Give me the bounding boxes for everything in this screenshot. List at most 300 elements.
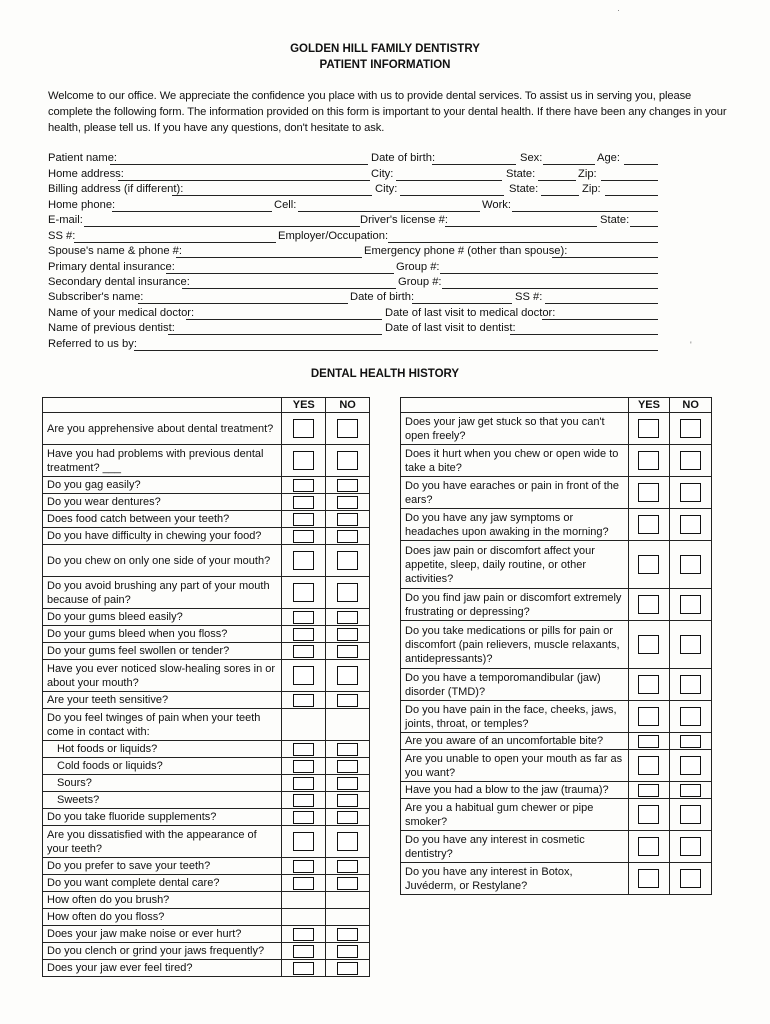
yes-cell bbox=[282, 758, 326, 775]
ssn-label: SS #: bbox=[48, 230, 76, 242]
no-checkbox[interactable] bbox=[680, 707, 701, 726]
question-row bbox=[43, 892, 370, 909]
question-row bbox=[43, 943, 370, 960]
no-cell bbox=[326, 692, 370, 709]
question-row bbox=[43, 643, 370, 660]
yes-cell bbox=[628, 701, 670, 733]
yes-checkbox[interactable] bbox=[638, 869, 659, 888]
no-checkbox[interactable] bbox=[337, 877, 358, 890]
no-checkbox[interactable] bbox=[680, 675, 701, 694]
no-cell bbox=[670, 669, 712, 701]
no-checkbox[interactable] bbox=[680, 555, 701, 574]
subscriber-field[interactable] bbox=[138, 303, 348, 304]
yes-cell bbox=[628, 509, 670, 541]
yes-cell bbox=[282, 926, 326, 943]
question-row bbox=[43, 413, 370, 445]
question-row bbox=[43, 809, 370, 826]
sex-field[interactable] bbox=[543, 164, 595, 165]
yes-checkbox[interactable] bbox=[293, 694, 314, 707]
yes-cell bbox=[628, 782, 670, 799]
home-phone-field[interactable] bbox=[112, 211, 272, 212]
yes-checkbox[interactable] bbox=[293, 530, 314, 543]
last-dentist-label: Date of last visit to dentist: bbox=[385, 322, 516, 334]
question-row bbox=[401, 509, 712, 541]
no-checkbox[interactable] bbox=[337, 551, 358, 570]
no-checkbox[interactable] bbox=[337, 611, 358, 624]
yes-cell bbox=[628, 750, 670, 782]
email-field[interactable] bbox=[84, 226, 360, 227]
yes-checkbox[interactable] bbox=[293, 479, 314, 492]
dob-label: Date of birth: bbox=[371, 152, 436, 164]
secondary-insurance-field[interactable] bbox=[182, 288, 396, 289]
question-row bbox=[401, 589, 712, 621]
no-cell bbox=[326, 960, 370, 977]
question-row bbox=[43, 758, 370, 775]
right-question-header bbox=[401, 398, 629, 413]
yes-checkbox[interactable] bbox=[293, 496, 314, 509]
question-row bbox=[43, 775, 370, 792]
yes-cell bbox=[628, 863, 670, 895]
yes-checkbox[interactable] bbox=[293, 794, 314, 807]
question-row bbox=[43, 926, 370, 943]
question-row bbox=[401, 863, 712, 895]
yes-checkbox[interactable] bbox=[293, 877, 314, 890]
yes-checkbox[interactable] bbox=[638, 595, 659, 614]
yes-cell bbox=[628, 621, 670, 669]
home-phone-label: Home phone: bbox=[48, 199, 116, 211]
question-row bbox=[43, 511, 370, 528]
question-text: Are your teeth sensitive? bbox=[43, 692, 282, 709]
city-label: City: bbox=[371, 168, 394, 180]
age-label: Age: bbox=[597, 152, 621, 164]
yes-checkbox[interactable] bbox=[293, 583, 314, 602]
no-checkbox[interactable] bbox=[337, 962, 358, 975]
no-cell bbox=[670, 621, 712, 669]
no-checkbox[interactable] bbox=[337, 419, 358, 438]
row-subscriber bbox=[48, 291, 660, 307]
city-field[interactable] bbox=[396, 180, 502, 181]
no-cell bbox=[326, 609, 370, 626]
cell-field[interactable] bbox=[298, 211, 480, 212]
question-row bbox=[401, 541, 712, 589]
question-row bbox=[43, 858, 370, 875]
no-cell bbox=[670, 413, 712, 445]
no-cell bbox=[326, 943, 370, 960]
yes-checkbox[interactable] bbox=[293, 645, 314, 658]
no-checkbox[interactable] bbox=[680, 784, 701, 797]
no-cell bbox=[326, 660, 370, 692]
yes-checkbox[interactable] bbox=[293, 513, 314, 526]
question-text: Have you had a blow to the jaw (trauma)? bbox=[401, 782, 629, 799]
question-text: Are you aware of an uncomfortable bite? bbox=[401, 733, 629, 750]
no-checkbox[interactable] bbox=[337, 530, 358, 543]
no-cell bbox=[326, 477, 370, 494]
dl-state-field[interactable] bbox=[630, 226, 658, 227]
row-medical-doctor bbox=[48, 307, 660, 323]
spouse-label: Spouse's name & phone #: bbox=[48, 245, 182, 257]
yes-checkbox[interactable] bbox=[293, 860, 314, 873]
employer-field[interactable] bbox=[388, 242, 658, 243]
no-checkbox[interactable] bbox=[337, 777, 358, 790]
question-row bbox=[401, 621, 712, 669]
spouse-field[interactable] bbox=[176, 257, 362, 258]
ssn-field[interactable] bbox=[74, 242, 276, 243]
no-cell bbox=[670, 477, 712, 509]
yes-checkbox[interactable] bbox=[293, 551, 314, 570]
no-checkbox[interactable] bbox=[337, 645, 358, 658]
billing-zip-field[interactable] bbox=[605, 195, 658, 196]
yes-checkbox[interactable] bbox=[638, 735, 659, 748]
yes-checkbox[interactable] bbox=[293, 777, 314, 790]
yes-checkbox[interactable] bbox=[638, 675, 659, 694]
no-checkbox[interactable] bbox=[337, 628, 358, 641]
no-checkbox[interactable] bbox=[337, 513, 358, 526]
no-checkbox[interactable] bbox=[337, 928, 358, 941]
email-label: E-mail: bbox=[48, 214, 83, 226]
primary-insurance-label: Primary dental insurance: bbox=[48, 261, 175, 273]
billing-state-field[interactable] bbox=[541, 195, 579, 196]
no-checkbox[interactable] bbox=[680, 635, 701, 654]
row-previous-dentist bbox=[48, 322, 660, 338]
subscriber-ssn-label: SS #: bbox=[515, 291, 543, 303]
yes-cell bbox=[282, 413, 326, 445]
question-text: Have you ever noticed slow-healing sores in or about your mouth? bbox=[43, 660, 282, 692]
yes-checkbox[interactable] bbox=[293, 760, 314, 773]
yes-cell bbox=[282, 892, 326, 909]
subscriber-dob-label: Date of birth: bbox=[350, 291, 415, 303]
yes-checkbox[interactable] bbox=[638, 707, 659, 726]
yes-cell bbox=[628, 831, 670, 863]
row-phones bbox=[48, 199, 660, 215]
question-text: Do your gums bleed when you floss? bbox=[43, 626, 282, 643]
no-checkbox[interactable] bbox=[680, 515, 701, 534]
no-checkbox[interactable] bbox=[680, 595, 701, 614]
no-cell bbox=[326, 445, 370, 477]
left-yes-header: YES bbox=[282, 398, 326, 413]
question-row bbox=[43, 477, 370, 494]
no-checkbox[interactable] bbox=[337, 666, 358, 685]
no-checkbox[interactable] bbox=[680, 419, 701, 438]
no-checkbox[interactable] bbox=[680, 869, 701, 888]
referred-label: Referred to us by: bbox=[48, 338, 137, 350]
no-cell bbox=[326, 626, 370, 643]
no-checkbox[interactable] bbox=[337, 760, 358, 773]
question-row bbox=[401, 701, 712, 733]
zip-label: Zip: bbox=[578, 168, 597, 180]
yes-checkbox[interactable] bbox=[638, 555, 659, 574]
question-text: Does food catch between your teeth? bbox=[43, 511, 282, 528]
yes-cell bbox=[628, 413, 670, 445]
question-text: Do you clench or grind your jaws frequently? bbox=[43, 943, 282, 960]
question-text: Do you avoid brushing any part of your mouth because of pain? bbox=[43, 577, 282, 609]
yes-checkbox[interactable] bbox=[638, 805, 659, 824]
dl-state-label: State: bbox=[600, 214, 630, 226]
no-cell bbox=[326, 545, 370, 577]
no-cell bbox=[670, 509, 712, 541]
home-address-label: Home address: bbox=[48, 168, 124, 180]
subscriber-dob-field[interactable] bbox=[412, 303, 512, 304]
last-dentist-field[interactable] bbox=[510, 334, 658, 335]
no-checkbox[interactable] bbox=[680, 837, 701, 856]
emergency-field[interactable] bbox=[552, 257, 658, 258]
subscriber-ssn-field[interactable] bbox=[545, 303, 658, 304]
no-cell bbox=[326, 577, 370, 609]
yes-checkbox[interactable] bbox=[293, 928, 314, 941]
question-text: Does it hurt when you chew or open wide to take a bite? bbox=[401, 445, 629, 477]
question-text: Do you take fluoride supplements? bbox=[43, 809, 282, 826]
drivers-license-field[interactable] bbox=[445, 226, 597, 227]
no-checkbox[interactable] bbox=[680, 483, 701, 502]
question-text: Are you dissatisfied with the appearance of your teeth? bbox=[43, 826, 282, 858]
no-cell bbox=[326, 909, 370, 926]
question-row bbox=[401, 477, 712, 509]
yes-checkbox[interactable] bbox=[293, 832, 314, 851]
yes-checkbox[interactable] bbox=[293, 451, 314, 470]
question-text: Do you prefer to save your teeth? bbox=[43, 858, 282, 875]
intro-paragraph: Welcome to our office. We appreciate the confidence you place with us to provide dental services. To assist us in serving you, please complete the following form. The information provided on this form is important to your dental health. If there have been any changes in your health, please tell us. If you have any questions, don't hesitate to ask. bbox=[48, 90, 727, 134]
yes-checkbox[interactable] bbox=[293, 962, 314, 975]
yes-checkbox[interactable] bbox=[293, 419, 314, 438]
question-text: Are you unable to open your mouth as far as you want? bbox=[401, 750, 629, 782]
no-checkbox[interactable] bbox=[337, 832, 358, 851]
question-text: Do you chew on only one side of your mouth? bbox=[43, 545, 282, 577]
no-cell bbox=[326, 413, 370, 445]
question-text: Do you have any jaw symptoms or headaches upon awaking in the morning? bbox=[401, 509, 629, 541]
question-row bbox=[43, 792, 370, 809]
question-row bbox=[43, 960, 370, 977]
yes-cell bbox=[282, 445, 326, 477]
no-cell bbox=[670, 733, 712, 750]
question-text: Do you find jaw pain or discomfort extremely frustrating or depressing? bbox=[401, 589, 629, 621]
question-row bbox=[401, 413, 712, 445]
no-checkbox[interactable] bbox=[680, 735, 701, 748]
secondary-insurance-label: Secondary dental insurance: bbox=[48, 276, 190, 288]
question-text: Do you have any interest in cosmetic dentistry? bbox=[401, 831, 629, 863]
no-checkbox[interactable] bbox=[337, 945, 358, 958]
row-home-address bbox=[48, 168, 660, 184]
no-checkbox[interactable] bbox=[337, 743, 358, 756]
no-checkbox[interactable] bbox=[337, 479, 358, 492]
question-text: Do you want complete dental care? bbox=[43, 875, 282, 892]
question-text: Do you have pain in the face, cheeks, jaws, joints, throat, or temples? bbox=[401, 701, 629, 733]
question-text: Do your gums feel swollen or tender? bbox=[43, 643, 282, 660]
no-checkbox[interactable] bbox=[337, 860, 358, 873]
yes-checkbox[interactable] bbox=[638, 451, 659, 470]
no-cell bbox=[670, 799, 712, 831]
question-text: Does jaw pain or discomfort affect your appetite, sleep, daily routine, or other activities? bbox=[401, 541, 629, 589]
question-text: Are you apprehensive about dental treatment? bbox=[43, 413, 282, 445]
question-row bbox=[43, 709, 370, 741]
question-row bbox=[401, 831, 712, 863]
yes-cell bbox=[282, 943, 326, 960]
yes-checkbox[interactable] bbox=[293, 811, 314, 824]
yes-checkbox[interactable] bbox=[293, 611, 314, 624]
dob-field[interactable] bbox=[432, 164, 516, 165]
question-row bbox=[43, 528, 370, 545]
previous-dentist-field[interactable] bbox=[168, 334, 382, 335]
question-text: Do you have earaches or pain in front of the ears? bbox=[401, 477, 629, 509]
no-cell bbox=[326, 741, 370, 758]
question-row bbox=[43, 609, 370, 626]
no-cell bbox=[670, 701, 712, 733]
yes-checkbox[interactable] bbox=[638, 515, 659, 534]
no-checkbox[interactable] bbox=[337, 794, 358, 807]
no-cell bbox=[670, 831, 712, 863]
no-cell bbox=[326, 792, 370, 809]
yes-cell bbox=[282, 494, 326, 511]
yes-cell bbox=[282, 809, 326, 826]
previous-dentist-label: Name of previous dentist: bbox=[48, 322, 175, 334]
question-text: Sours? bbox=[43, 775, 282, 792]
question-text: Are you a habitual gum chewer or pipe smoker? bbox=[401, 799, 629, 831]
dental-history-title: DENTAL HEALTH HISTORY bbox=[310, 368, 460, 380]
question-text: Does your jaw ever feel tired? bbox=[43, 960, 282, 977]
yes-cell bbox=[282, 775, 326, 792]
question-text: How often do you floss? bbox=[43, 909, 282, 926]
yes-cell bbox=[282, 741, 326, 758]
no-cell bbox=[326, 875, 370, 892]
question-row bbox=[43, 826, 370, 858]
question-text: Hot foods or liquids? bbox=[43, 741, 282, 758]
emergency-label: Emergency phone # (other than spouse): bbox=[364, 245, 568, 257]
yes-cell bbox=[282, 909, 326, 926]
row-spouse bbox=[48, 245, 660, 261]
history-table-right bbox=[400, 397, 712, 895]
question-text: Do you wear dentures? bbox=[43, 494, 282, 511]
no-cell bbox=[670, 863, 712, 895]
question-text: Do you have a temporomandibular (jaw) disorder (TMD)? bbox=[401, 669, 629, 701]
no-cell bbox=[326, 892, 370, 909]
yes-checkbox[interactable] bbox=[638, 837, 659, 856]
practice-name: GOLDEN HILL FAMILY DENTISTRY bbox=[290, 43, 480, 55]
yes-checkbox[interactable] bbox=[638, 419, 659, 438]
no-checkbox[interactable] bbox=[337, 583, 358, 602]
yes-cell bbox=[282, 609, 326, 626]
yes-checkbox[interactable] bbox=[638, 784, 659, 797]
row-primary-insurance bbox=[48, 261, 660, 277]
yes-cell bbox=[628, 733, 670, 750]
yes-cell bbox=[282, 660, 326, 692]
question-row bbox=[43, 692, 370, 709]
billing-zip-label: Zip: bbox=[582, 183, 601, 195]
primary-group-field[interactable] bbox=[440, 273, 658, 274]
home-address-field[interactable] bbox=[118, 180, 370, 181]
right-yes-header: YES bbox=[628, 398, 670, 413]
primary-insurance-field[interactable] bbox=[166, 273, 394, 274]
yes-cell bbox=[282, 826, 326, 858]
scan-mark: ' bbox=[690, 340, 692, 350]
question-text: Do your gums bleed easily? bbox=[43, 609, 282, 626]
employer-label: Employer/Occupation: bbox=[278, 230, 389, 242]
right-no-header: NO bbox=[670, 398, 712, 413]
work-label: Work: bbox=[482, 199, 512, 211]
yes-cell bbox=[282, 858, 326, 875]
left-question-header bbox=[43, 398, 282, 413]
no-cell bbox=[326, 494, 370, 511]
row-billing-address bbox=[48, 183, 660, 199]
no-checkbox[interactable] bbox=[337, 811, 358, 824]
no-cell bbox=[326, 858, 370, 875]
question-row bbox=[43, 626, 370, 643]
no-checkbox[interactable] bbox=[680, 805, 701, 824]
yes-cell bbox=[282, 511, 326, 528]
medical-doctor-label: Name of your medical doctor: bbox=[48, 307, 195, 319]
row-email bbox=[48, 214, 660, 230]
yes-cell bbox=[282, 692, 326, 709]
row-referred bbox=[48, 338, 660, 354]
no-cell bbox=[326, 643, 370, 660]
medical-doctor-field[interactable] bbox=[186, 319, 382, 320]
patient-name-field[interactable] bbox=[110, 164, 368, 165]
yes-checkbox[interactable] bbox=[638, 635, 659, 654]
no-cell bbox=[326, 826, 370, 858]
billing-city-field[interactable] bbox=[400, 195, 504, 196]
patient-name-label: Patient name: bbox=[48, 152, 118, 164]
question-row bbox=[43, 741, 370, 758]
question-row bbox=[401, 750, 712, 782]
yes-cell bbox=[282, 477, 326, 494]
no-cell bbox=[670, 782, 712, 799]
question-row bbox=[43, 445, 370, 477]
yes-checkbox[interactable] bbox=[638, 483, 659, 502]
last-medical-label: Date of last visit to medical doctor: bbox=[385, 307, 556, 319]
no-cell bbox=[670, 589, 712, 621]
no-checkbox[interactable] bbox=[337, 451, 358, 470]
yes-cell bbox=[628, 477, 670, 509]
state-field[interactable] bbox=[538, 180, 576, 181]
question-text: Have you had problems with previous dental treatment? ___ bbox=[43, 445, 282, 477]
no-checkbox[interactable] bbox=[337, 694, 358, 707]
yes-cell bbox=[282, 875, 326, 892]
yes-cell bbox=[282, 545, 326, 577]
question-row bbox=[43, 875, 370, 892]
no-checkbox[interactable] bbox=[680, 451, 701, 470]
secondary-group-field[interactable] bbox=[442, 288, 658, 289]
zip-field[interactable] bbox=[601, 180, 658, 181]
question-row bbox=[43, 660, 370, 692]
yes-cell bbox=[628, 799, 670, 831]
question-row bbox=[401, 782, 712, 799]
question-text: Do you have any interest in Botox, Juvéderm, or Restylane? bbox=[401, 863, 629, 895]
question-text: Do you take medications or pills for pain or discomfort (pain relievers, muscle relaxants, antidepressants)? bbox=[401, 621, 629, 669]
question-row bbox=[401, 445, 712, 477]
question-row bbox=[401, 669, 712, 701]
yes-cell bbox=[282, 626, 326, 643]
age-field[interactable] bbox=[624, 164, 658, 165]
question-row bbox=[401, 799, 712, 831]
billing-address-field[interactable] bbox=[172, 195, 372, 196]
no-checkbox[interactable] bbox=[337, 496, 358, 509]
no-checkbox[interactable] bbox=[680, 756, 701, 775]
last-medical-field[interactable] bbox=[542, 319, 658, 320]
work-field[interactable] bbox=[512, 211, 658, 212]
billing-city-label: City: bbox=[375, 183, 398, 195]
row-patient-name bbox=[48, 152, 660, 168]
yes-checkbox[interactable] bbox=[293, 945, 314, 958]
question-text: How often do you brush? bbox=[43, 892, 282, 909]
referred-field[interactable] bbox=[134, 350, 658, 351]
yes-checkbox[interactable] bbox=[293, 628, 314, 641]
question-text: Does your jaw get stuck so that you can't open freely? bbox=[401, 413, 629, 445]
yes-checkbox[interactable] bbox=[293, 743, 314, 756]
yes-cell bbox=[628, 589, 670, 621]
yes-checkbox[interactable] bbox=[638, 756, 659, 775]
question-row bbox=[43, 577, 370, 609]
question-text: Do you feel twinges of pain when your teeth come in contact with: bbox=[43, 709, 282, 741]
yes-cell bbox=[282, 960, 326, 977]
yes-checkbox[interactable] bbox=[293, 666, 314, 685]
form-title: PATIENT INFORMATION bbox=[319, 59, 451, 71]
